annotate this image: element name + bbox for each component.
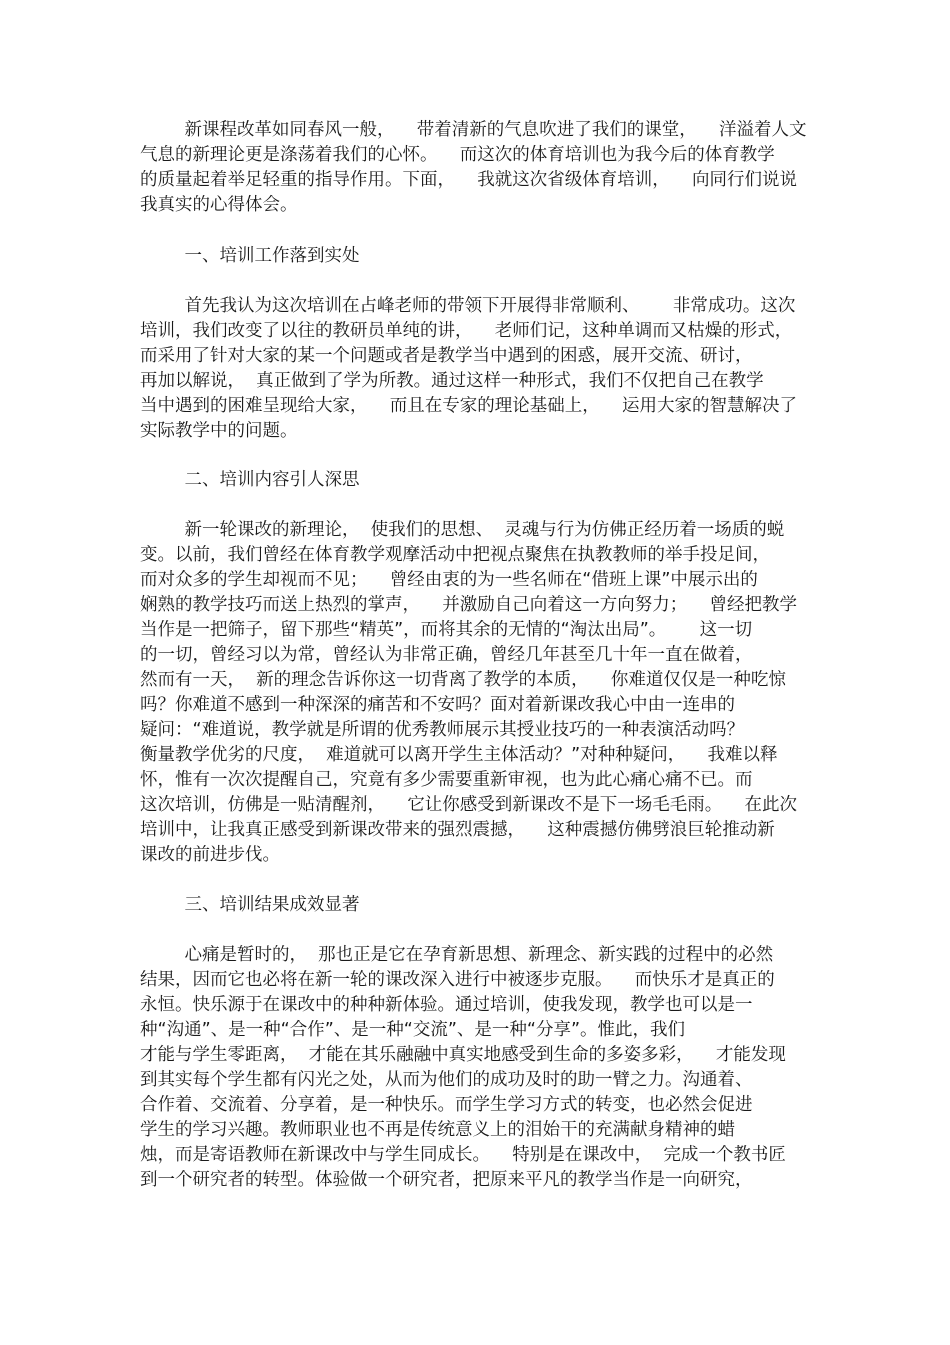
section1-line-4: 再加以解说， 真正做到了学为所教。通过这样一种形式，我们不仅把自己在教学 [140,371,764,391]
section3-line-3: 永恒。快乐源于在课改中的种种新体验。通过培训，使我发现，教学也可以是一 [140,995,753,1015]
section3-heading: 三、培训结果成效显著 [140,895,360,915]
intro-line-1: 新课程改革如同春风一般， 带着清新的气息吹进了我们的课堂， 洋溢着人文 [140,120,807,140]
intro-line-2: 气息的新理论更是涤荡着我们的心怀。 而这次的体育培训也为我今后的体育教学 [140,145,775,165]
section3-line-4: 种“沟通”、是一种“合作”、是一种“交流”、是一种“分享”。惟此，我们 [140,1020,686,1040]
section2-heading: 二、培训内容引人深思 [140,470,360,490]
section1-line-6: 实际教学中的问题。 [140,421,298,441]
section2-line-7: 然而有一天， 新的理念告诉你这一切背离了教学的本质， 你难道仅仅是一种吃惊 [140,670,786,690]
section2-line-2: 变。以前，我们曾经在体育教学观摩活动中把视点聚焦在执教教师的举手投足间， [140,545,770,565]
section2-line-11: 怀，惟有一次次提醒自己，究竟有多少需要重新审视，也为此心痛心痛不已。而 [140,770,753,790]
section2-line-14: 课改的前进步伐。 [140,845,280,865]
section2-line-1: 新一轮课改的新理论， 使我们的思想、 灵魂与行为仿佛正经历着一场质的蜕 [140,520,785,540]
section1-line-3: 而采用了针对大家的某一个问题或者是教学当中遇到的困惑，展开交流、研讨， [140,346,753,366]
section2-line-6: 的一切，曾经习以为常，曾经认为非常正确，曾经几年甚至几十年一直在做着， [140,645,753,665]
section3-line-1: 心痛是暂时的， 那也正是它在孕育新思想、新理念、新实践的过程中的必然 [140,945,774,965]
section2-line-12: 这次培训，仿佛是一贴清醒剂， 它让你感受到新课改不是下一场毛毛雨。 在此次 [140,795,797,815]
section3-line-6: 到其实每个学生都有闪光之处，从而为他们的成功及时的助一臂之力。沟通着、 [140,1070,753,1090]
section1-line-1: 首先我认为这次培训在占峰老师的带领下开展得非常顺利、 非常成功。这次 [140,296,796,316]
section2-line-13: 培训中，让我真正感受到新课改带来的强烈震撼， 这种震撼仿佛劈浪巨轮推动新 [140,820,775,840]
section2-line-10: 衡量教学优劣的尺度， 难道就可以离开学生主体活动？”对种种疑问， 我难以释 [140,745,778,765]
intro-line-4: 我真实的心得体会。 [140,195,298,215]
section3-line-10: 到一个研究者的转型。体验做一个研究者，把原来平凡的教学当作是一向研究， [140,1170,753,1190]
section3-line-5: 才能与学生零距离， 才能在其乐融融中真实地感受到生命的多姿多彩， 才能发现 [140,1045,786,1065]
section2-line-8: 吗？你难道不感到一种深深的痛苦和不安吗？面对着新课改我心中由一连串的 [140,695,735,715]
intro-line-3: 的质量起着举足轻重的指导作用。下面， 我就这次省级体育培训， 向同行们说说 [140,170,797,190]
section2-line-9: 疑问：“难道说，教学就是所谓的优秀教师展示其授业技巧的一种表演活动吗？ [140,720,745,740]
section1-line-5: 当中遇到的困难呈现给大家， 而且在专家的理论基础上， 运用大家的智慧解决了 [140,396,797,416]
section1-line-2: 培训，我们改变了以往的教研员单纯的讲， 老师们记，这种单调而又枯燥的形式， [140,321,793,341]
section3-line-9: 烛，而是寄语教师在新课改中与学生同成长。 特别是在课改中， 完成一个教书匠 [140,1145,786,1165]
section3-line-8: 学生的学习兴趣。教师职业也不再是传统意义上的泪始干的充满献身精神的蜡 [140,1120,735,1140]
section2-line-3: 而对众多的学生却视而不见； 曾经由衷的为一些名师在“借班上课”中展示出的 [140,570,758,590]
section3-line-2: 结果，因而它也必将在新一轮的课改深入进行中被逐步克服。 而快乐才是真正的 [140,970,775,990]
section2-line-4: 娴熟的教学技巧而送上热烈的掌声， 并激励自己向着这一方向努力； 曾经把教学 [140,595,797,615]
section1-heading: 一、培训工作落到实处 [140,246,360,266]
section2-line-5: 当作是一把筛子，留下那些“精英”，而将其余的无情的“淘汰出局”。 这一切 [140,620,753,640]
section3-line-7: 合作着、交流着、分享着，是一种快乐。而学生学习方式的转变，也必然会促进 [140,1095,753,1115]
